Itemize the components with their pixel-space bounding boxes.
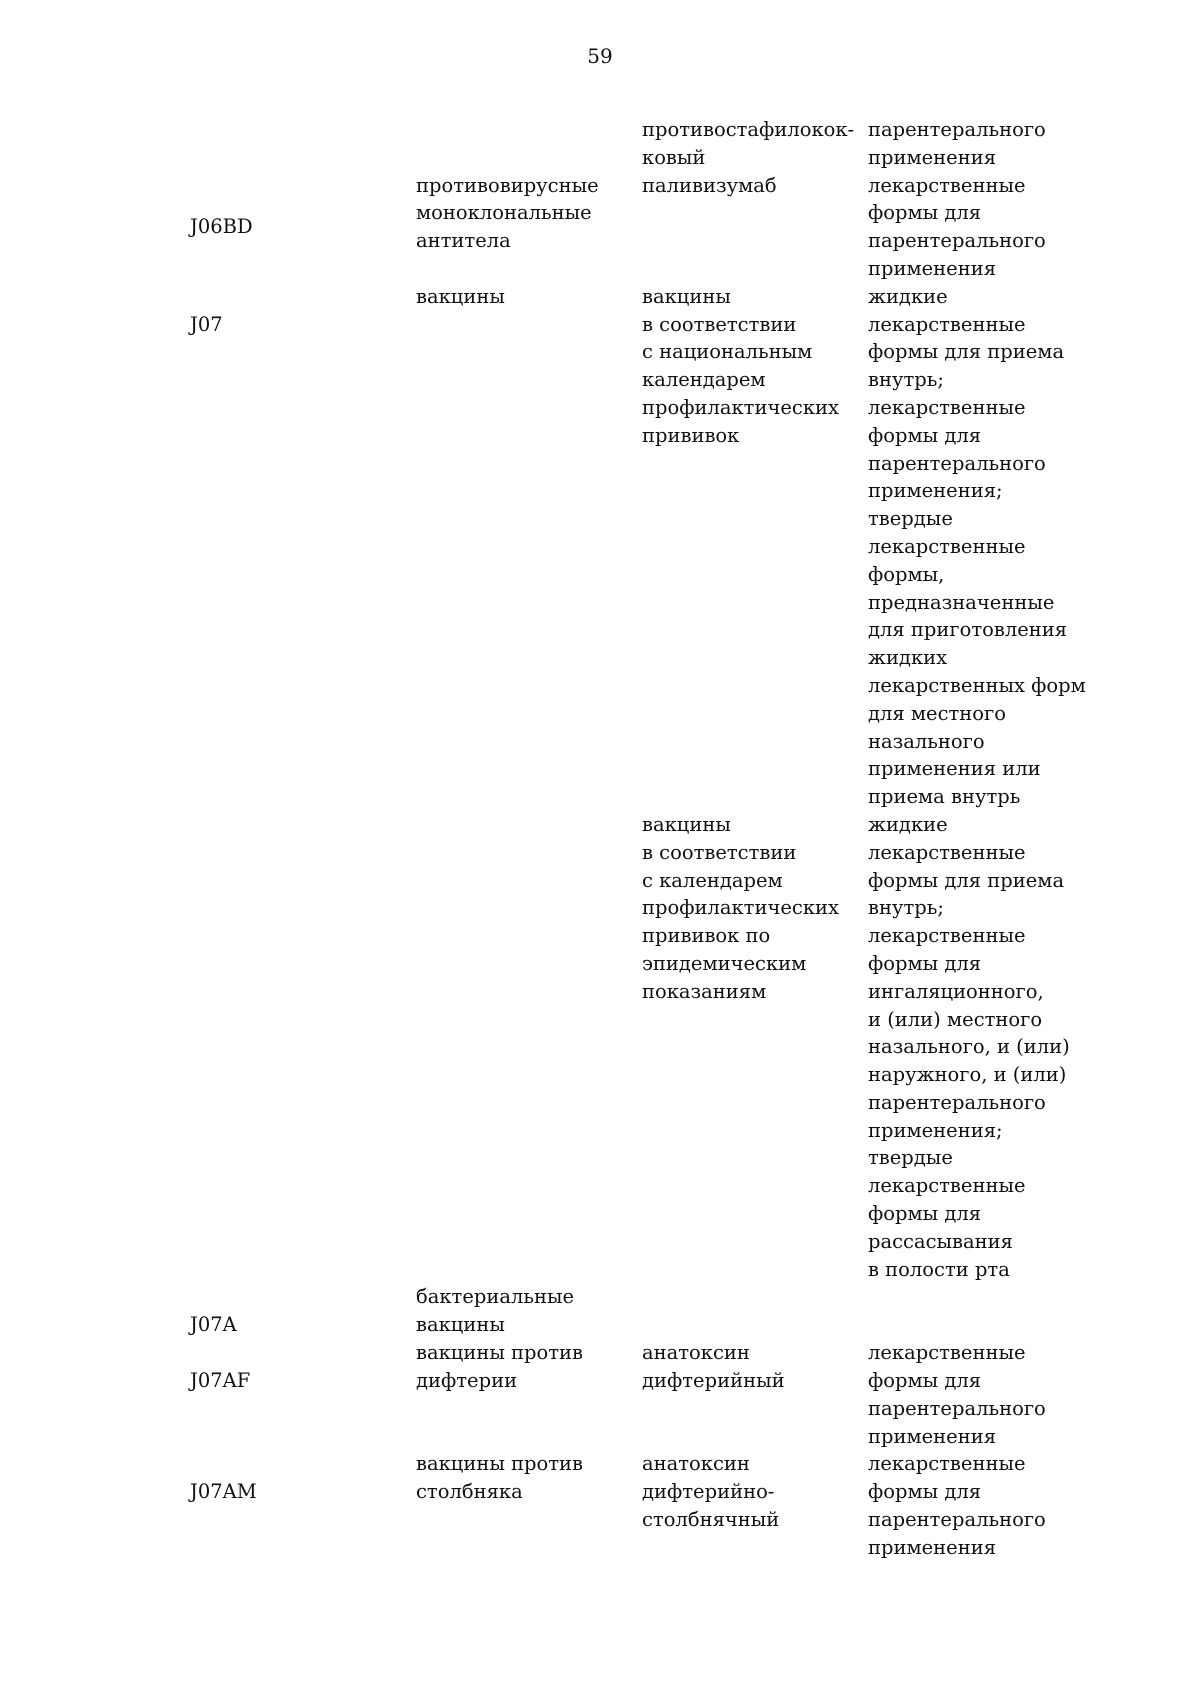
drug-name-cell: вакцины в соответствии с календарем профилактических прививок по эпидемическим показаниям: [642, 812, 839, 1003]
atc-code-cell: J06BD: [190, 215, 253, 239]
table-row: [190, 1450, 1098, 1561]
drug-classification-table: [190, 116, 1098, 1562]
pharm-group-cell: [416, 811, 642, 1284]
table-row: [190, 283, 1098, 811]
drug-name-cell: анатоксин дифтерийно- столбнячный: [642, 1452, 780, 1532]
table-row: [190, 116, 1098, 172]
drug-name-cell: вакцины в соответствии с национальным календарем профилактических прививок: [642, 284, 839, 447]
pharm-group-cell: вакцины против дифтерии: [416, 1341, 584, 1393]
page-number: 59: [587, 44, 613, 68]
atc-code-cell: J07AM: [190, 1480, 257, 1504]
pharm-group-cell: [416, 116, 642, 172]
dosage-form-cell: лекарственные формы для парентерального применения: [868, 173, 1046, 280]
atc-code-cell: [190, 116, 416, 172]
drug-name-cell: противостафилокок- ковый: [642, 118, 855, 169]
table-row: [190, 1283, 1098, 1339]
dosage-form-cell: [868, 1283, 1098, 1339]
pharm-group-cell: бактериальные вакцины: [416, 1285, 575, 1337]
dosage-form-cell: жидкие лекарственные формы для приема внутрь; лекарственные формы для ингаляционного, и (или) местного назального, и (или) наружного, и (или) парентерального применения; твердые лекарственные формы для рассасывания в полости рта: [868, 812, 1070, 1281]
pharm-group-cell: вакцины: [416, 284, 505, 308]
atc-code-cell: [190, 811, 416, 1284]
atc-code-cell: J07: [190, 312, 223, 336]
atc-code-cell: J07AF: [190, 1369, 251, 1393]
dosage-form-cell: лекарственные формы для парентерального применения: [868, 1452, 1046, 1559]
table-row: [190, 1339, 1098, 1450]
pharm-group-cell: вакцины против столбняка: [416, 1452, 584, 1504]
drug-name-cell: анатоксин дифтерийный: [642, 1341, 785, 1393]
table-row: [190, 811, 1098, 1284]
atc-code-cell: J07A: [190, 1313, 237, 1337]
dosage-form-cell: лекарственные формы для парентерального применения: [868, 1341, 1046, 1448]
drug-name-cell: паливизумаб: [642, 173, 777, 197]
dosage-form-cell: парентерального применения: [868, 118, 1046, 169]
dosage-form-cell: жидкие лекарственные формы для приема внутрь; лекарственные формы для парентерального применения; твердые лекарственные формы, предназначенные для приготовления жидких лекарственных форм для местного назального применения или приема внутрь: [868, 284, 1086, 809]
pharm-group-cell: противовирусные моноклональные антитела: [416, 173, 599, 253]
table-row: [190, 172, 1098, 283]
drug-name-cell: [642, 1283, 868, 1339]
